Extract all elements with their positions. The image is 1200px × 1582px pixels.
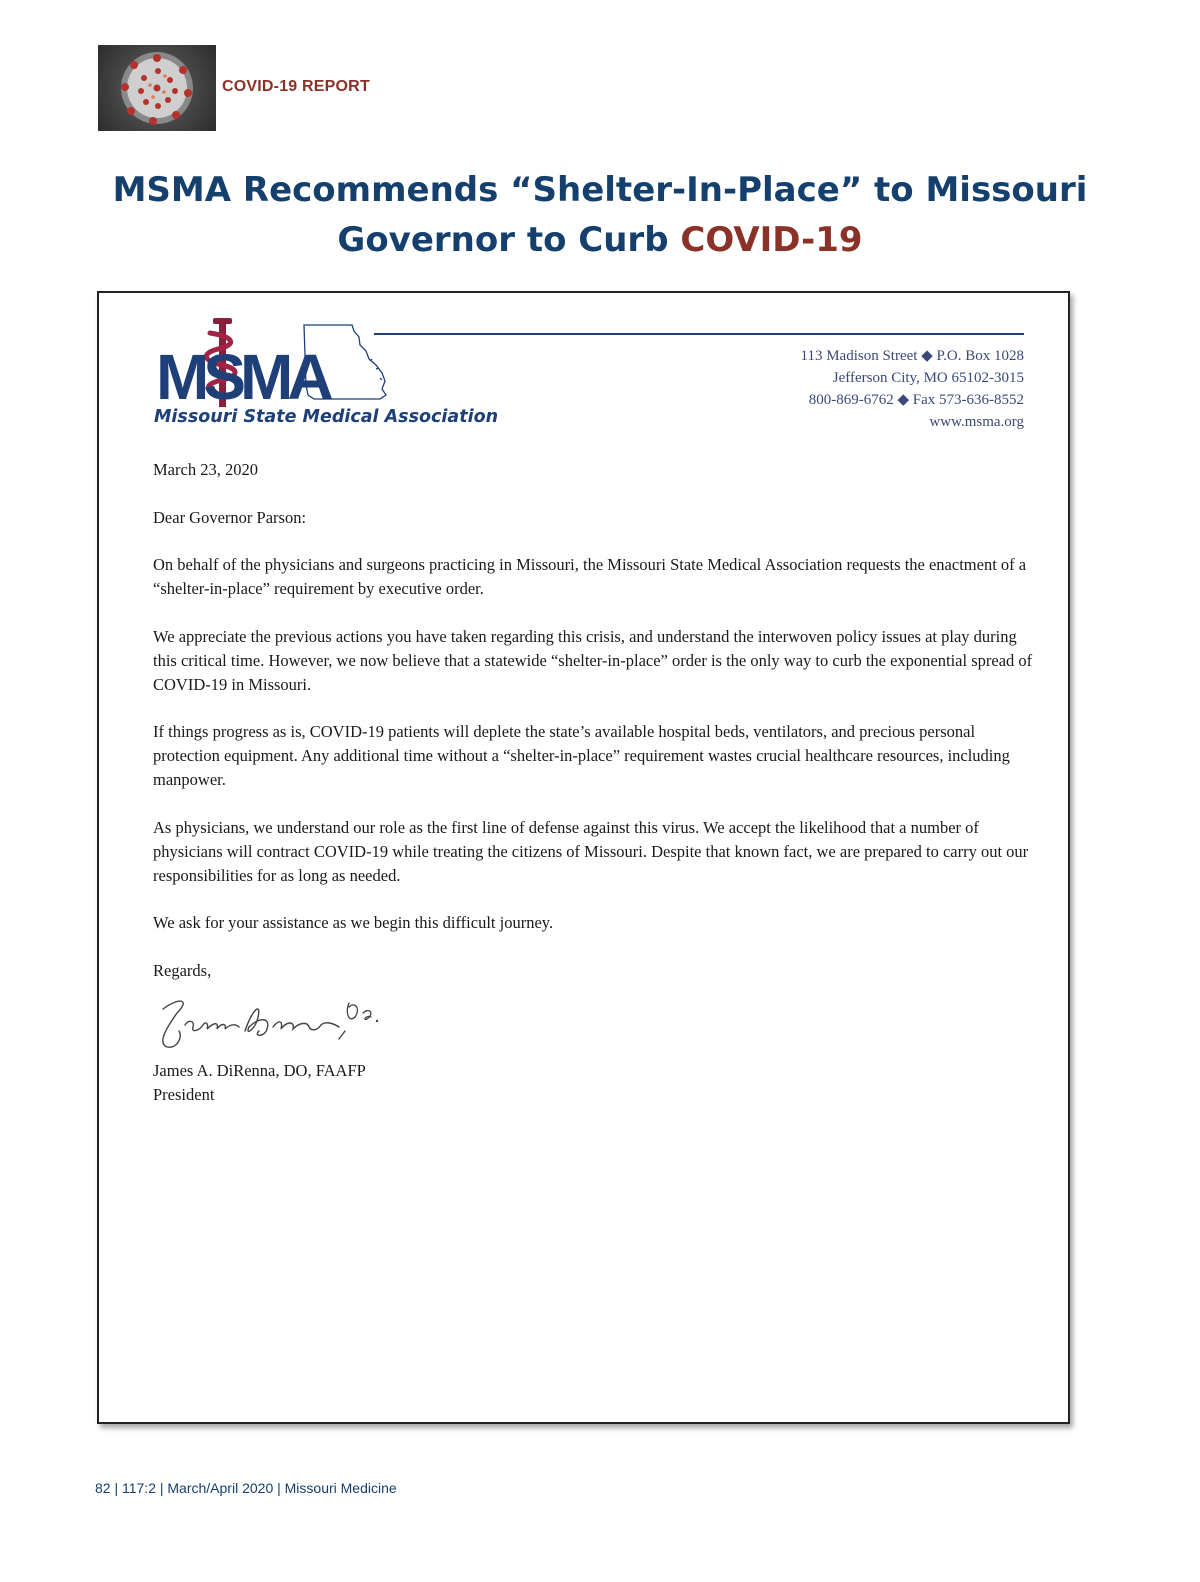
address-line-2: Jefferson City, MO 65102-3015 xyxy=(832,370,1024,386)
letterhead-address xyxy=(801,345,1024,433)
title-line-2-prefix: Governor to Curb xyxy=(337,220,681,260)
title-line-2 xyxy=(60,215,1140,265)
letter-paragraph: As physicians, we understand our role as the first line of defense against this virus. We accept the likelihood that a number of physicians will contract COVID-19 while treating the citizens of Missouri. Despite that known fact, we are prepared to carry out our responsibilities for as long as needed. xyxy=(153,817,1029,885)
letter-salutation: Dear Governor Parson: xyxy=(153,507,307,527)
msma-logo xyxy=(154,315,504,430)
logo-text: MSMA xyxy=(156,341,328,413)
letter-paragraph: If things progress as is, COVID-19 patients will deplete the state’s available hospital beds, ventilators, and precious personal protection equipment. Any additional time without a “shelter-in-place” requirement wastes crucial healthcare resources, including manpower. xyxy=(153,722,1010,789)
website: www.msma.org xyxy=(929,414,1024,430)
phone-fax: 800-869-6762 ◆ Fax 573-636-8552 xyxy=(808,392,1024,408)
signature-block xyxy=(153,1059,1033,1107)
letter-paragraph: On behalf of the physicians and surgeons practicing in Missouri, the Missouri State Medical Association requests the enactment of a “shelter-in-place” requirement by executive order. xyxy=(153,555,1027,598)
signer-name: James A. DiRenna, DO, FAAFP xyxy=(153,1060,366,1080)
letter-date: March 23, 2020 xyxy=(153,460,258,479)
title-highlight: COVID-19 xyxy=(680,220,863,260)
footer-citation: 82 | 117:2 | March/April 2020 | Missouri Medicine xyxy=(95,1480,397,1496)
letter-body xyxy=(153,458,1033,1107)
address-line-1: 113 Madison Street ◆ P.O. Box 1028 xyxy=(800,348,1024,364)
report-label: COVID-19 REPORT xyxy=(222,78,370,95)
letter-paragraph: We appreciate the previous actions you have taken regarding this crisis, and understand the interwoven policy issues at play during this critical time. However, we now believe that a statewide “shelter-in-place” order is the only way to curb the exponential spread of COVID-19 in Missouri. xyxy=(153,626,1033,694)
letter-paragraph: We ask for your assistance as we begin this difficult journey. xyxy=(153,913,554,932)
letter-closing: Regards, xyxy=(153,960,212,980)
coronavirus-image xyxy=(98,45,216,131)
org-name: Missouri State Medical Association xyxy=(154,407,499,427)
signer-title: President xyxy=(153,1084,215,1104)
page-title xyxy=(60,165,1140,265)
letter-frame xyxy=(97,291,1070,1424)
title-line-1: MSMA Recommends “Shelter-In-Place” to Missouri xyxy=(112,170,1088,210)
signature xyxy=(149,987,389,1057)
